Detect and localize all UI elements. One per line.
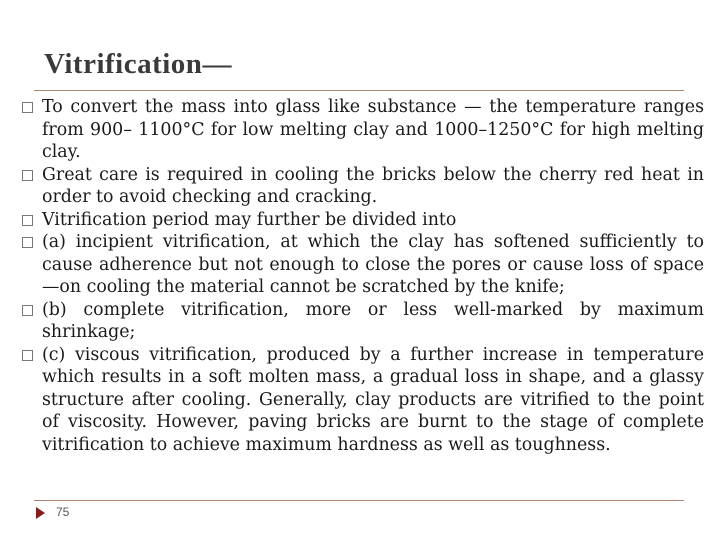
bullet-list — [20, 96, 704, 456]
bullet-text: (a) incipient vitrification, at which the clay has softened sufficiently to cause adherence but not enough to close the pores or cause loss of space—on cooling the material cannot be scratched by the knife; — [42, 232, 704, 297]
arrow-right-icon — [36, 507, 45, 519]
checkbox-bullet-icon — [22, 350, 33, 361]
bullet-item — [20, 231, 704, 299]
checkbox-bullet-icon — [22, 170, 33, 181]
checkbox-bullet-icon — [22, 237, 33, 248]
bullet-item — [20, 209, 704, 232]
bullet-text: (c) viscous vitrification, produced by a further increase in temperature which results in a soft molten mass, a gradual loss in shape, and a glassy structure after cooling. Generally, clay products are vitrified to the point of viscosity. However, paving bricks are burnt to the stage of complete vitrification to achieve maximum hardness as well as toughness. — [42, 344, 704, 455]
bullet-item — [20, 299, 704, 344]
bullet-item — [20, 164, 704, 209]
bullet-text: (b) complete vitrification, more or less well-marked by maximum shrinkage; — [42, 299, 704, 342]
slide-title: Vitrification— — [44, 48, 232, 80]
page-number: 75 — [56, 505, 70, 519]
bullet-item — [20, 344, 704, 457]
bullet-text: To convert the mass into glass like substance — the temperature ranges from 900– 1100°C for low melting clay and 1000–1250°C for high melting clay. — [42, 97, 704, 162]
checkbox-bullet-icon — [22, 215, 33, 226]
checkbox-bullet-icon — [22, 305, 33, 316]
footer-divider — [34, 500, 684, 501]
bullet-item — [20, 96, 704, 164]
checkbox-bullet-icon — [22, 102, 33, 113]
bullet-text: Vitrification period may further be divided into — [42, 209, 457, 230]
bullet-text: Great care is required in cooling the bricks below the cherry red heat in order to avoid checking and cracking. — [42, 164, 704, 207]
title-divider — [34, 90, 684, 91]
